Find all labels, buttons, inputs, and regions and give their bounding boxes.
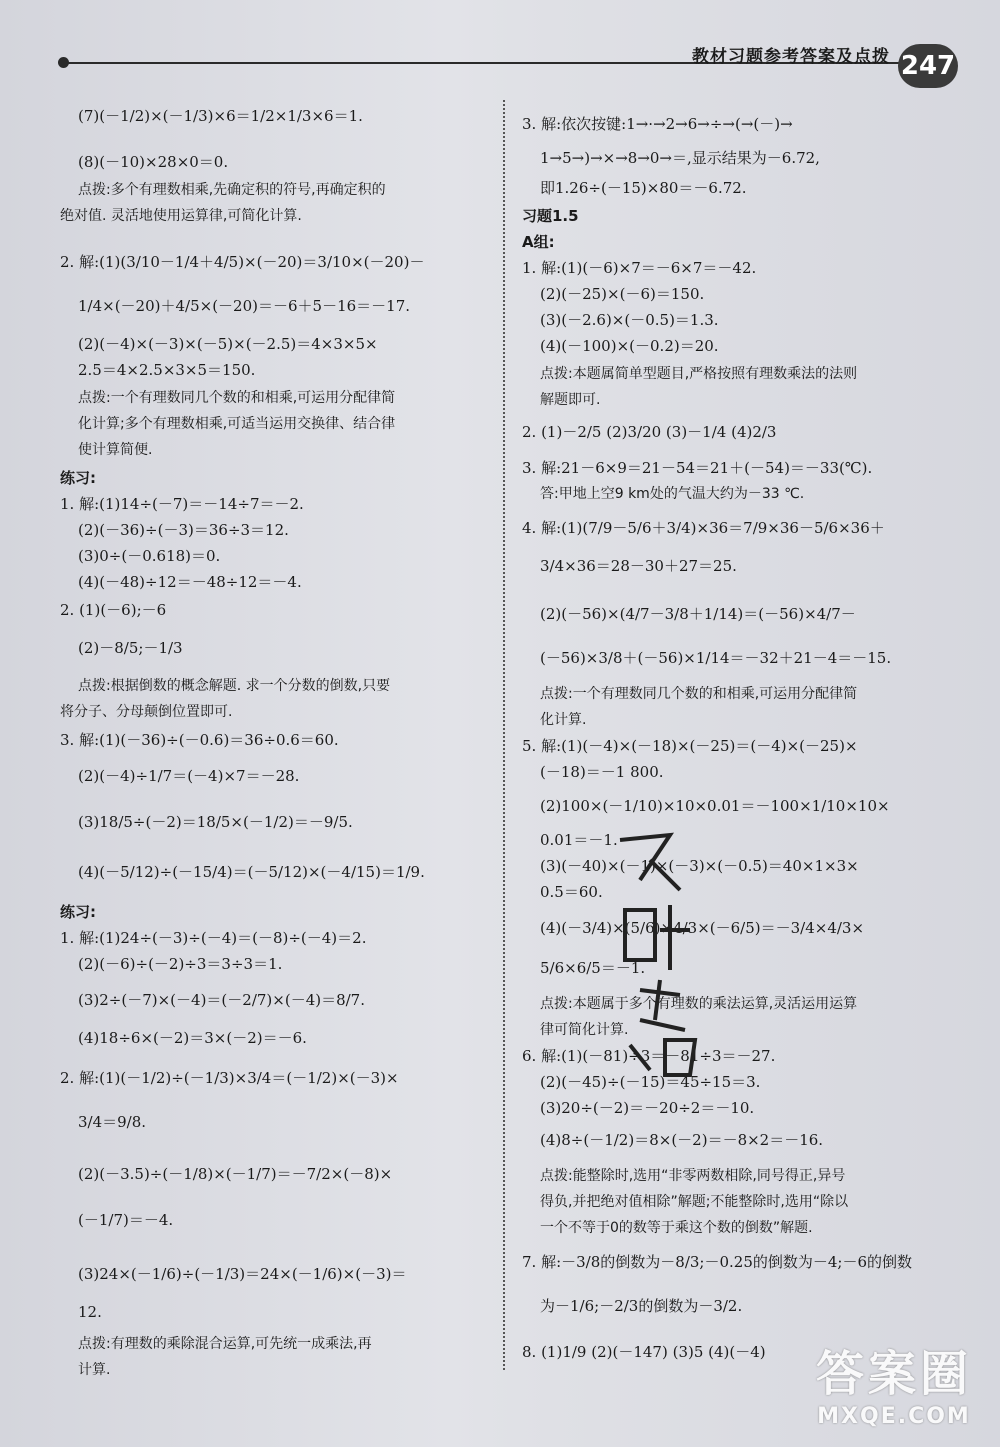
- tip-line: 绝对值. 灵活地使用运算律,可简化计算.: [60, 208, 302, 224]
- tip-line: 点拨:有理数的乘除混合运算,可先统一成乘法,再: [78, 1336, 372, 1352]
- watermark-url: MXQE.COM: [817, 1404, 971, 1429]
- section-heading: 练习:: [60, 903, 96, 921]
- text-line: 1→5→)→×→8→0→＝,显示结果为－6.72,: [540, 149, 820, 167]
- text-line: 2. (1)(－6);－6: [60, 601, 167, 619]
- tip-line: 点拨:能整除时,选用“非零两数相除,同号得正,异号: [540, 1168, 846, 1184]
- text-line: (7)(－1/2)×(－1/3)×6＝1/2×1/3×6＝1.: [78, 107, 363, 125]
- tip-line: 化计算.: [540, 712, 587, 728]
- tip-line: 得负,并把绝对值相除”解题;不能整除时,选用“除以: [540, 1194, 849, 1210]
- text-line: (2)－8/5;－1/3: [78, 639, 183, 657]
- tip-line: 计算.: [78, 1362, 111, 1378]
- text-line: (2)(－56)×(4/7－3/8＋1/14)＝(－56)×4/7－: [540, 605, 856, 623]
- text-line: 3/4＝9/8.: [78, 1113, 147, 1131]
- watermark-logo: 答案圈: [815, 1346, 972, 1402]
- tip-line: 点拨:根据倒数的概念解题. 求一个分数的倒数,只要: [78, 678, 391, 694]
- text-line: 6. 解:(1)(－81)÷3＝－81÷3＝－27.: [522, 1047, 776, 1065]
- text-line: (4)(－48)÷12＝－48÷12＝－4.: [78, 573, 302, 591]
- tip-line: 使计算简便.: [78, 442, 153, 458]
- text-line: (4)(－100)×(－0.2)＝20.: [540, 337, 719, 355]
- tip-line: 一个不等于0的数等于乘这个数的倒数”解题.: [540, 1220, 813, 1236]
- text-line: (3)0÷(－0.618)＝0.: [78, 547, 221, 565]
- watermark: [816, 1335, 972, 1429]
- text-line: 3. 解:21－6×9＝21－54＝21＋(－54)＝－33(℃).: [522, 459, 873, 477]
- text-line: (2)(－3.5)÷(－1/8)×(－1/7)＝－7/2×(－8)×: [78, 1165, 393, 1183]
- handwritten-mark: [610, 820, 710, 1080]
- text-line: (2)(－6)÷(－2)÷3＝3÷3＝1.: [78, 955, 283, 973]
- text-line: 3/4×36＝28－30＋27＝25.: [540, 557, 737, 575]
- text-line: 2. (1)－2/5 (2)3/20 (3)－1/4 (4)2/3: [522, 423, 777, 441]
- tip-line: 将分子、分母颠倒位置即可.: [60, 704, 233, 720]
- text-line: (－56)×3/8＋(－56)×1/14＝－32＋21－4＝－15.: [540, 649, 892, 667]
- text-line: (2)(－36)÷(－3)＝36÷3＝12.: [78, 521, 289, 539]
- tip-line: 解题即可.: [540, 392, 601, 408]
- text-line: 7. 解:－3/8的倒数为－8/3;－0.25的倒数为－4;－6的倒数: [522, 1253, 913, 1271]
- text-line: 1. 解:(1)24÷(－3)÷(－4)＝(－8)÷(－4)＝2.: [60, 929, 367, 947]
- text-line: (－1/7)＝－4.: [78, 1211, 174, 1229]
- tip-line: 律可简化计算.: [540, 1022, 629, 1038]
- text-line: 5. 解:(1)(－4)×(－18)×(－25)＝(－4)×(－25)×: [522, 737, 858, 755]
- section-heading: 习题1.5: [522, 207, 579, 225]
- text-line: 0.01＝－1.: [540, 831, 618, 849]
- text-line: (2)(－25)×(－6)＝150.: [540, 285, 705, 303]
- text-line: (3)(－40)×(－1)×(－3)×(－0.5)＝40×1×3×: [540, 857, 859, 875]
- text-line: 即1.26÷(－15)×80＝－6.72.: [540, 179, 747, 197]
- text-line: (8)(－10)×28×0＝0.: [78, 153, 229, 171]
- text-line: 3. 解:依次按键:1→·→2→6→÷→(→(－)→: [522, 115, 793, 133]
- text-line: (4)(－3/4)×(5/6)×4/3×(－6/5)＝－3/4×4/3×: [540, 919, 865, 937]
- text-line: (－18)＝－1 800.: [540, 763, 664, 781]
- section-heading: 练习:: [60, 469, 96, 487]
- header-title: 教材习题参考答案及点拨: [692, 47, 890, 67]
- text-line: (4)18÷6×(－2)＝3×(－2)＝－6.: [78, 1029, 307, 1047]
- tip-line: 点拨:本题属简单型题目,严格按照有理数乘法的法则: [540, 366, 858, 382]
- text-line: (3)2÷(－7)×(－4)＝(－2/7)×(－4)＝8/7.: [78, 991, 365, 1009]
- text-line: 0.5＝60.: [540, 883, 603, 901]
- text-line: 1/4×(－20)＋4/5×(－20)＝－6＋5－16＝－17.: [78, 297, 411, 315]
- text-line: 1. 解:(1)14÷(－7)＝－14÷7＝－2.: [60, 495, 304, 513]
- text-line: (3)20÷(－2)＝－20÷2＝－10.: [540, 1099, 755, 1117]
- text-line: 2. 解:(1)(3/10－1/4＋4/5)×(－20)＝3/10×(－20)－: [60, 253, 425, 271]
- section-heading: A组:: [522, 233, 555, 251]
- text-line: 2. 解:(1)(－1/2)÷(－1/3)×3/4＝(－1/2)×(－3)×: [60, 1069, 399, 1087]
- text-line: (2)(－45)÷(－15)＝45÷15＝3.: [540, 1073, 761, 1091]
- answer-line: 答:甲地上空9 km处的气温大约为－33 ℃.: [540, 486, 805, 502]
- text-line: (4)(－5/12)÷(－15/4)＝(－5/12)×(－4/15)＝1/9.: [78, 863, 425, 881]
- text-line: 4. 解:(1)(7/9－5/6＋3/4)×36＝7/9×36－5/6×36＋: [522, 519, 885, 537]
- text-line: (2)(－4)÷1/7＝(－4)×7＝－28.: [78, 767, 300, 785]
- text-line: (2)(－4)×(－3)×(－5)×(－2.5)＝4×3×5×: [78, 335, 378, 353]
- text-line: (3)18/5÷(－2)＝18/5×(－1/2)＝－9/5.: [78, 813, 353, 831]
- column-divider: [503, 100, 505, 1370]
- text-line: (2)100×(－1/10)×10×0.01＝－100×1/10×10×: [540, 797, 890, 815]
- text-line: 为－1/6;－2/3的倒数为－3/2.: [540, 1297, 743, 1315]
- text-line: 2.5＝4×2.5×3×5＝150.: [78, 361, 256, 379]
- text-line: 5/6×6/5＝－1.: [540, 959, 646, 977]
- text-line: (3)24×(－1/6)÷(－1/3)＝24×(－1/6)×(－3)＝: [78, 1265, 407, 1283]
- text-line: 12.: [78, 1303, 102, 1321]
- text-line: 8. (1)1/9 (2)(－147) (3)5 (4)(－4): [522, 1343, 766, 1361]
- tip-line: 点拨:本题属于多个有理数的乘法运算,灵活运用运算: [540, 996, 858, 1012]
- text-line: 1. 解:(1)(－6)×7＝－6×7＝－42.: [522, 259, 757, 277]
- tip-line: 点拨:一个有理数同几个数的和相乘,可运用分配律简: [78, 390, 396, 406]
- text-line: (4)8÷(－1/2)＝8×(－2)＝－8×2＝－16.: [540, 1131, 824, 1149]
- text-line: 3. 解:(1)(－36)÷(－0.6)＝36÷0.6＝60.: [60, 731, 339, 749]
- tip-line: 点拨:多个有理数相乘,先确定积的符号,再确定积的: [78, 182, 386, 198]
- page-number-badge: 247: [898, 44, 958, 88]
- tip-line: 点拨:一个有理数同几个数的和相乘,可运用分配律简: [540, 686, 858, 702]
- text-line: (3)(－2.6)×(－0.5)＝1.3.: [540, 311, 719, 329]
- tip-line: 化计算;多个有理数相乘,可适当运用交换律、结合律: [78, 416, 396, 432]
